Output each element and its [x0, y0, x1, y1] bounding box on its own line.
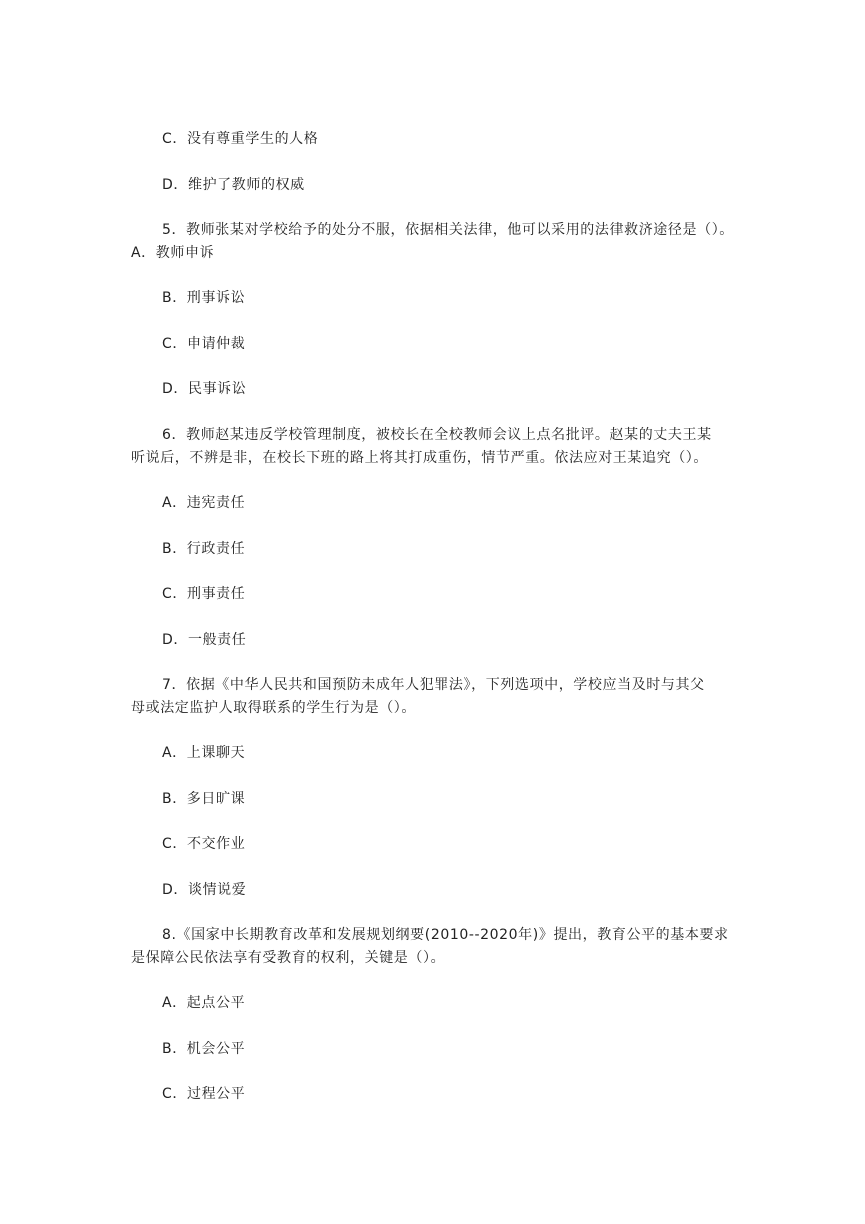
q5-option-a: A．教师申诉	[131, 245, 215, 261]
q6-stem-line-2: 听说后，不辨是非，在校长下班的路上将其打成重伤，情节严重。依法应对王某追究（）。	[131, 450, 708, 466]
q6-option-d: D．一般责任	[162, 632, 247, 648]
q7-option-d: D．谈情说爱	[162, 882, 247, 898]
q6-stem-line-1: 6．教师赵某违反学校管理制度，被校长在全校教师会议上点名批评。赵某的丈夫王某	[162, 427, 712, 443]
q4-option-d: D．维护了教师的权威	[162, 177, 305, 193]
q7-option-c: C．不交作业	[162, 836, 246, 852]
q6-option-b: B．行政责任	[162, 541, 246, 557]
q8-stem-line-2: 是保障公民依法享有受教育的权利，关键是（）。	[131, 950, 446, 966]
q6-option-a: A．违宪责任	[162, 495, 246, 511]
q5-option-d: D．民事诉讼	[162, 381, 247, 397]
q8-option-b: B．机会公平	[162, 1041, 246, 1057]
q7-stem-line-2: 母或法定监护人取得联系的学生行为是（）。	[131, 700, 416, 716]
q4-option-c: C．没有尊重学生的人格	[162, 131, 319, 147]
q7-option-b: B．多日旷课	[162, 791, 246, 807]
q7-option-a: A．上课聊天	[162, 745, 246, 761]
q5-option-c: C．申请仲裁	[162, 336, 246, 352]
q5-stem: 5．教师张某对学校给予的处分不服，依据相关法律，他可以采用的法律救济途径是（）。	[162, 222, 734, 238]
q8-stem-line-1: 8.《国家中长期教育改革和发展规划纲要(2010--2020年)》提出，教育公平的基本要求	[162, 927, 729, 943]
q6-option-c: C．刑事责任	[162, 586, 246, 602]
q8-option-c: C．过程公平	[162, 1086, 246, 1102]
q5-option-b: B．刑事诉讼	[162, 290, 246, 306]
q7-stem-line-1: 7．依据《中华人民共和国预防未成年人犯罪法》，下列选项中，学校应当及时与其父	[162, 677, 705, 693]
q8-option-a: A．起点公平	[162, 995, 246, 1011]
